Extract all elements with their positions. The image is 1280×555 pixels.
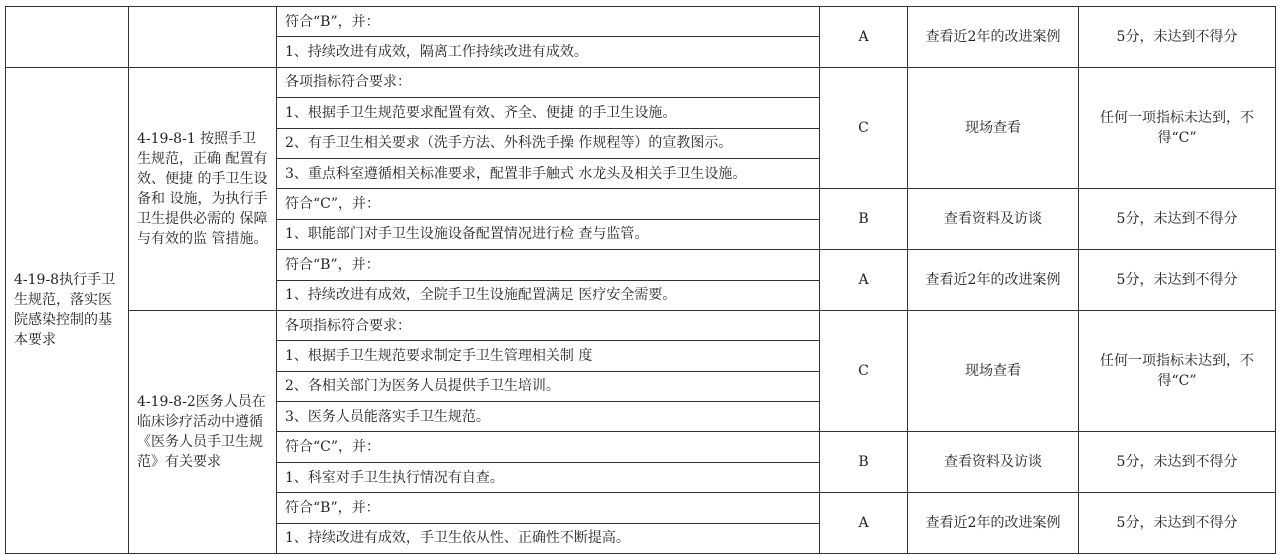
score-cell: 任何一项指标未达到，不得“C” xyxy=(1079,310,1276,432)
criteria-item: 符合“C”，并： xyxy=(277,189,820,219)
grade-cell: B xyxy=(820,189,908,250)
method-cell: 查看资料及访谈 xyxy=(908,432,1079,493)
score-cell: 任何一项指标未达到，不得“C” xyxy=(1079,67,1276,189)
grade-cell: B xyxy=(820,432,908,493)
criteria-item: 1、持续改进有成效，隔离工作持续改进有成效。 xyxy=(277,37,820,67)
grade-cell: A xyxy=(820,250,908,311)
criteria-item: 3、医务人员能落实手卫生规范。 xyxy=(277,402,820,432)
criteria-item: 1、科室对手卫生执行情况有自查。 xyxy=(277,462,820,492)
standard-cell xyxy=(6,7,129,68)
grade-cell: C xyxy=(820,310,908,432)
criteria-item: 符合“B”，并： xyxy=(277,7,820,37)
criteria-item: 符合“B”，并： xyxy=(277,493,820,523)
grade-cell: A xyxy=(820,493,908,554)
criteria-item: 1、持续改进有成效，手卫生依从性、正确性不断提高。 xyxy=(277,523,820,553)
criteria-item: 符合“B”，并： xyxy=(277,250,820,280)
score-cell: 5分，未达到不得分 xyxy=(1079,7,1276,68)
standard-cell: 4-19-8执行手卫生规范，落实医院感染控制的基本要求 xyxy=(6,67,129,553)
score-cell: 5分，未达到不得分 xyxy=(1079,250,1276,311)
grade-cell: A xyxy=(820,7,908,68)
criteria-item: 符合“C”，并： xyxy=(277,432,820,462)
criteria-item: 2、各相关部门为医务人员提供手卫生培训。 xyxy=(277,371,820,401)
grade-cell: C xyxy=(820,67,908,189)
criteria-item: 2、有手卫生相关要求（洗手方法、外科洗手操 作规程等）的宣教图示。 xyxy=(277,128,820,158)
score-cell: 5分，未达到不得分 xyxy=(1079,432,1276,493)
score-cell: 5分，未达到不得分 xyxy=(1079,493,1276,554)
method-cell: 现场查看 xyxy=(908,310,1079,432)
table-row xyxy=(6,310,1276,340)
criteria-item: 1、根据手卫生规范要求制定手卫生管理相关制 度 xyxy=(277,341,820,371)
subitem-cell: 4-19-8-2医务人员在临床诊疗活动中遵循《医务人员手卫生规范》有关要求 xyxy=(129,310,277,553)
subitem-cell xyxy=(129,7,277,68)
criteria-item: 3、重点科室遵循相关标准要求，配置非手触式 水龙头及相关手卫生设施。 xyxy=(277,158,820,188)
method-cell: 查看资料及访谈 xyxy=(908,189,1079,250)
method-cell: 查看近2年的改进案例 xyxy=(908,493,1079,554)
subitem-cell: 4-19-8-1 按照手卫生规范，正确 配置有效、便捷 的手卫生设备和 设施，为执行手 卫生提供必需的 保障与有效的监 管措施。 xyxy=(129,67,277,310)
table-row xyxy=(6,7,1276,37)
criteria-item: 1、持续改进有成效，全院手卫生设施配置满足 医疗安全需要。 xyxy=(277,280,820,310)
method-cell: 查看近2年的改进案例 xyxy=(908,250,1079,311)
criteria-item: 各项指标符合要求： xyxy=(277,67,820,97)
criteria-item: 1、职能部门对手卫生设施设备配置情况进行检 查与监管。 xyxy=(277,219,820,249)
score-cell: 5分，未达到不得分 xyxy=(1079,189,1276,250)
criteria-item: 各项指标符合要求： xyxy=(277,310,820,340)
method-cell: 现场查看 xyxy=(908,67,1079,189)
criteria-item: 1、根据手卫生规范要求配置有效、齐全、便捷 的手卫生设施。 xyxy=(277,98,820,128)
method-cell: 查看近2年的改进案例 xyxy=(908,7,1079,68)
evaluation-table xyxy=(5,6,1276,554)
table-row xyxy=(6,67,1276,97)
